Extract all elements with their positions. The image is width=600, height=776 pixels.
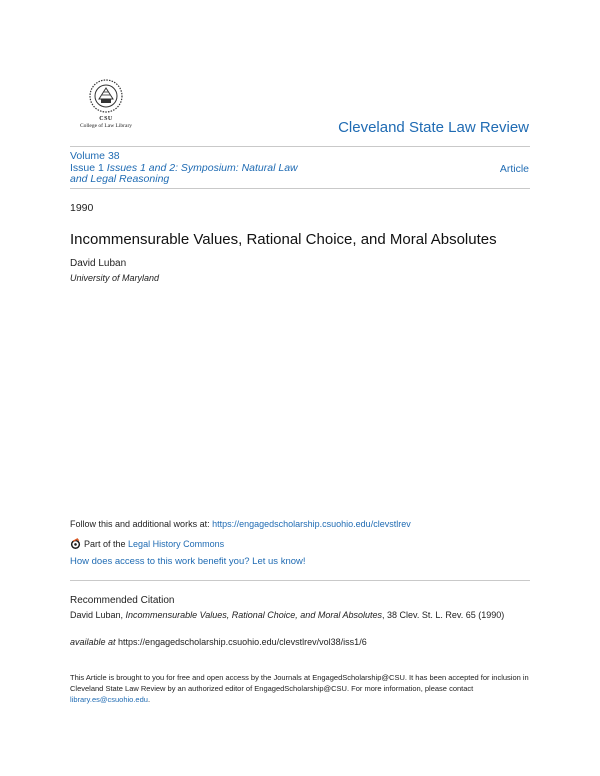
follow-url-link[interactable]: https://engagedscholarship.csuohio.edu/clevstlrev (212, 519, 411, 529)
citation-author: David Luban, (70, 610, 126, 620)
open-access-commons-icon (70, 538, 81, 549)
contact-email-link[interactable]: library.es@csuohio.edu (70, 695, 148, 704)
citation-available-at (70, 637, 367, 647)
article-title: Incommensurable Values, Rational Choice, and Moral Absolutes (70, 231, 497, 248)
volume-link[interactable]: Volume 38 (70, 150, 120, 162)
volume-divider (70, 188, 530, 189)
legal-history-commons-link[interactable]: Legal History Commons (128, 538, 225, 549)
publication-year: 1990 (70, 202, 94, 214)
notice-text: This Article is brought to you for free and open access by the Journals at EngagedScholarship@CSU. It has been accepted for inclusion in Cleveland State Law Review by an authorized editor of EngagedScholarship@CSU. For more information, please contact (70, 673, 529, 693)
citation-divider (70, 580, 530, 581)
citation-rest: , 38 Clev. St. L. Rev. 65 (1990) (382, 610, 505, 620)
follow-line (70, 519, 411, 529)
journal-title-link[interactable]: Cleveland State Law Review (338, 119, 529, 136)
partof-prefix: Part of the (84, 538, 126, 549)
logo-library-text: College of Law Library (79, 123, 133, 129)
available-at-label: available at (70, 637, 116, 647)
author-affiliation: University of Maryland (70, 273, 160, 283)
issue-number: Issue 1 (70, 161, 104, 174)
issue-title: Issues 1 and 2: Symposium: Natural Law and Legal Reasoning (70, 161, 298, 185)
recommended-citation-label: Recommended Citation (70, 595, 175, 606)
header-divider (70, 146, 530, 147)
access-feedback-link[interactable]: How does access to this work benefit you? Let us know! (70, 556, 306, 567)
csu-seal-icon (88, 78, 124, 114)
article-type-link[interactable]: Article (499, 163, 529, 175)
issue-link[interactable] (70, 163, 310, 186)
logo-csu-text: CSU (99, 116, 113, 122)
volume-issue-block[interactable] (70, 151, 310, 186)
open-access-notice (70, 672, 532, 705)
citation-url: https://engagedscholarship.csuohio.edu/clevstlrev/vol38/iss1/6 (115, 637, 367, 647)
citation-title: Incommensurable Values, Rational Choice, and Moral Absolutes (125, 610, 383, 620)
notice-end: . (147, 695, 151, 704)
citation-text (70, 609, 530, 621)
follow-prefix: Follow this and additional works at: (70, 519, 213, 529)
author-name: David Luban (70, 258, 127, 269)
part-of-line (70, 538, 224, 549)
